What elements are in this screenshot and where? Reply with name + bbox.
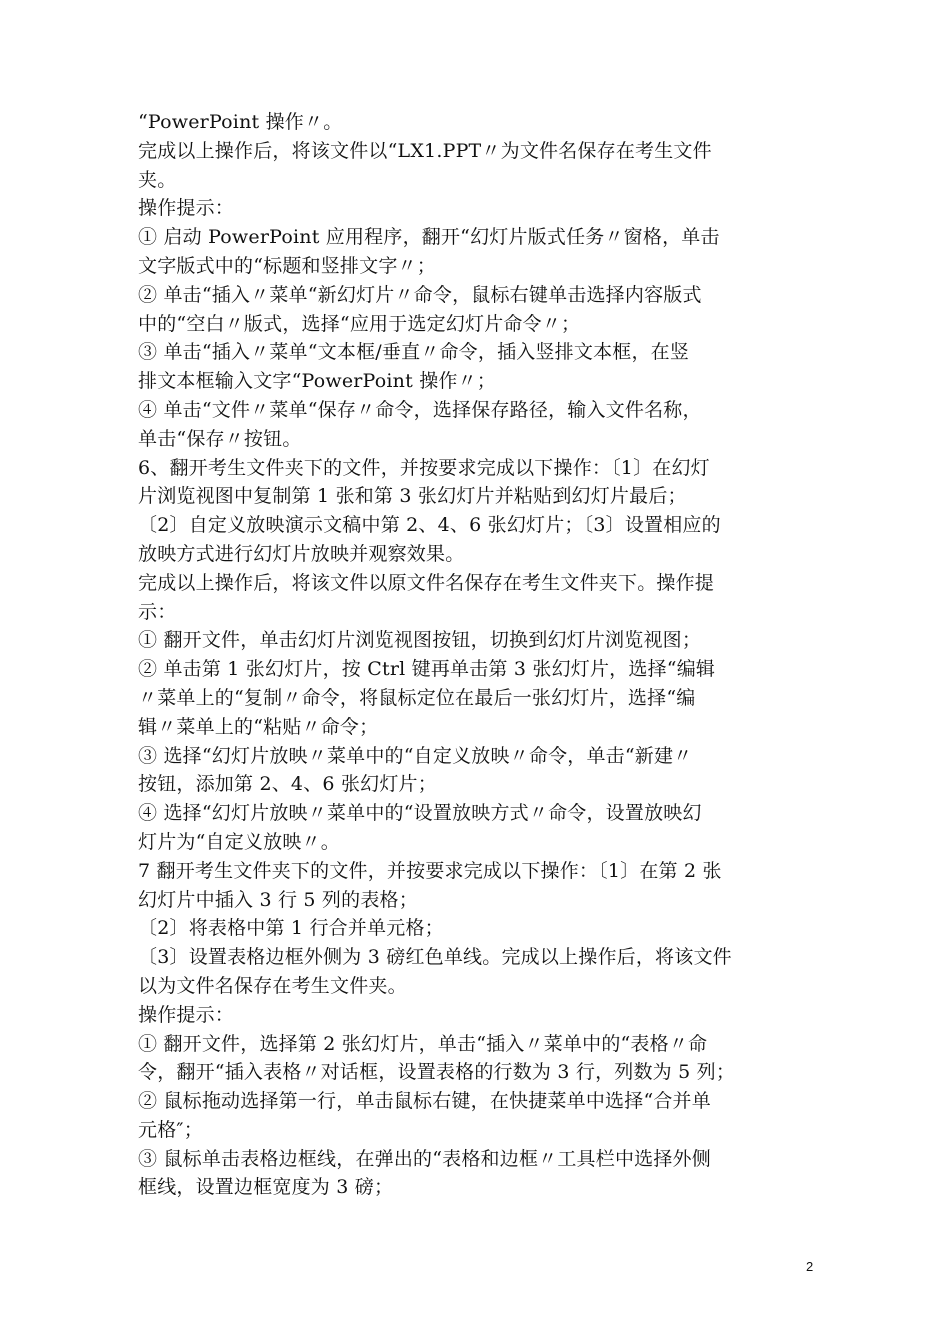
text-line: 放映方式进行幻灯片放映并观察效果。 — [138, 542, 465, 565]
text-line: ③ 选择“幻灯片放映〃菜单中的“自定义放映〃命令，单击“新建〃 — [138, 744, 693, 767]
text-line: 操作提示： — [138, 197, 235, 220]
page-number: 2 — [806, 1259, 814, 1274]
text-line: 6、翻开考生文件夹下的文件，并按要求完成以下操作：〔1〕在幻灯 — [138, 456, 710, 479]
text-line: 文字版式中的“标题和竖排文字〃； — [138, 254, 436, 277]
text-line: 以为文件名保存在考生文件夹。 — [138, 974, 407, 997]
text-line: 完成以上操作后，将该文件以“LX1.PPT〃为文件名保存在考生文件 — [138, 139, 712, 162]
text-line: “PowerPoint 操作〃。 — [138, 111, 343, 133]
text-line: 〔2〕将表格中第 1 行合并单元格； — [138, 917, 444, 940]
text-line: 排文本框输入文字“PowerPoint 操作〃； — [138, 370, 496, 393]
text-line: 单击“保存〃按钮。 — [138, 427, 302, 450]
text-line: 完成以上操作后，将该文件以原文件名保存在考生文件夹下。操作提 — [138, 571, 715, 594]
text-line: ③ 单击“插入〃菜单“文本框/垂直〃命令，插入竖排文本框，在竖 — [138, 341, 690, 364]
text-line: 元格″； — [138, 1118, 203, 1141]
text-line: ① 翻开文件，选择第 2 张幻灯片，单击“插入〃菜单中的“表格〃命 — [138, 1032, 708, 1055]
text-line: 令，翻开“插入表格〃对话框，设置表格的行数为 3 行，列数为 5 列； — [138, 1061, 736, 1084]
text-line: 灯片为“自定义放映〃。 — [138, 830, 340, 853]
text-line: 操作提示： — [138, 1003, 235, 1026]
text-line: ② 单击第 1 张幻灯片，按 Ctrl 键再单击第 3 张幻灯片，选择“编辑 — [138, 658, 716, 681]
text-line: 中的“空白〃版式，选择“应用于选定幻灯片命令〃； — [138, 312, 581, 335]
text-line: 片浏览视图中复制第 1 张和第 3 张幻灯片并粘贴到幻灯片最后； — [138, 485, 687, 508]
text-line: 辑〃菜单上的“粘贴〃命令； — [138, 715, 379, 738]
text-line: 幻灯片中插入 3 行 5 列的表格； — [138, 888, 418, 911]
text-line: ④ 选择“幻灯片放映〃菜单中的“设置放映方式〃命令，设置放映幻 — [138, 802, 702, 825]
text-line: ② 鼠标拖动选择第一行，单击鼠标右键，在快捷菜单中选择“合并单 — [138, 1090, 711, 1113]
text-line: ① 启动 PowerPoint 应用程序，翻开“幻灯片版式任务〃窗格，单击 — [138, 226, 720, 249]
text-line: 按钮，添加第 2、4、6 张幻灯片； — [138, 773, 437, 796]
text-line: ④ 单击“文件〃菜单“保存〃命令，选择保存路径，输入文件名称， — [138, 398, 702, 421]
text-line: 〃菜单上的“复制〃命令，将鼠标定位在最后一张幻灯片，选择“编 — [138, 686, 696, 709]
text-line: ① 翻开文件，单击幻灯片浏览视图按钮，切换到幻灯片浏览视图； — [138, 629, 702, 652]
text-line: ③ 鼠标单击表格边框线，在弹出的“表格和边框〃工具栏中选择外侧 — [138, 1147, 711, 1170]
text-line: 夹。 — [138, 168, 177, 191]
document-body — [138, 108, 828, 1202]
text-line: 示： — [138, 600, 177, 623]
text-line: 〔3〕设置表格边框外侧为 3 磅红色单线。完成以上操作后，将该文件 — [138, 946, 732, 969]
text-line: ② 单击“插入〃菜单“新幻灯片〃命令，鼠标右键单击选择内容版式 — [138, 283, 702, 306]
text-line: 〔2〕自定义放映演示文稿中第 2、4、6 张幻灯片；〔3〕设置相应的 — [138, 514, 721, 537]
text-line: 框线，设置边框宽度为 3 磅； — [138, 1176, 394, 1199]
text-line: 7 翻开考生文件夹下的文件，并按要求完成以下操作：〔1〕在第 2 张 — [138, 859, 722, 882]
